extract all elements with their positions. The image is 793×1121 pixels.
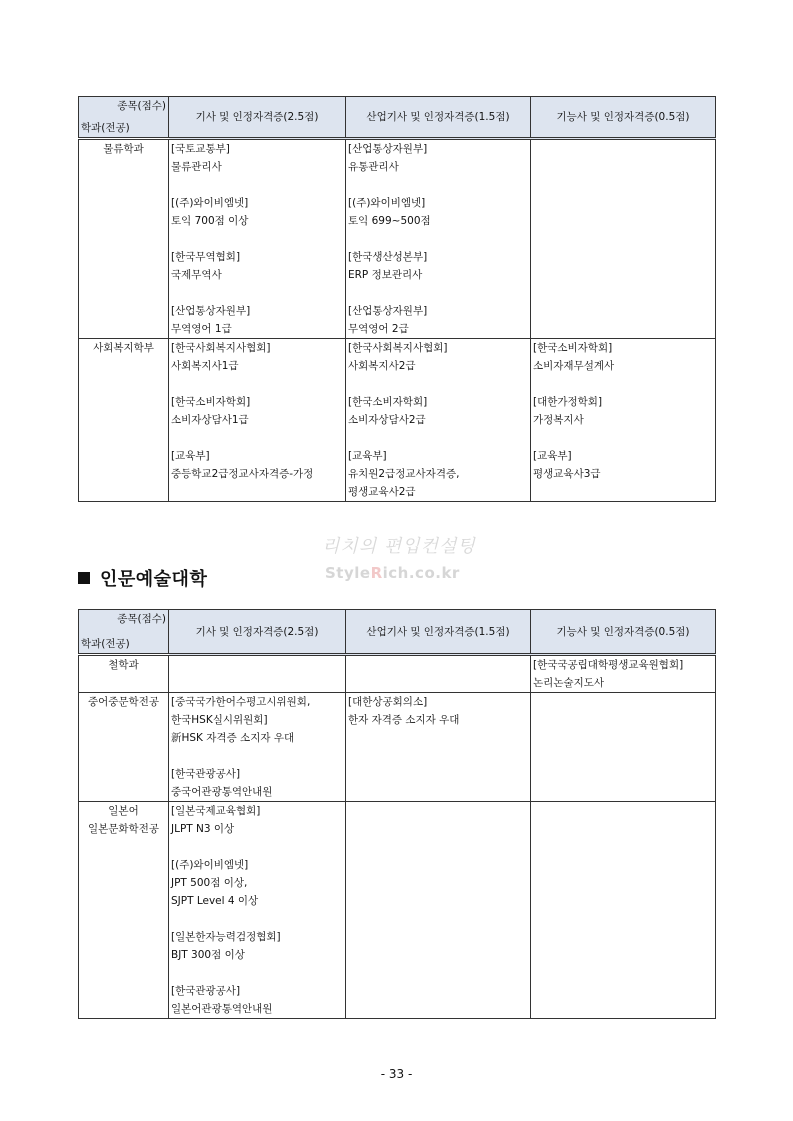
cell-line: 일본어관광통역안내원: [171, 1003, 273, 1015]
blank-line: [171, 176, 343, 194]
blank-line: [171, 375, 343, 393]
cell-line: 평생교육사2급: [348, 486, 416, 498]
cell-line: [대한상공회의소]: [348, 696, 428, 708]
blank-line: [171, 429, 343, 447]
cell-line: 중국어관광통역안내원: [171, 786, 273, 798]
corner-top-label: 종목(점수): [117, 613, 166, 625]
qualification-cell: [346, 655, 531, 693]
cell-line: 사회복지사2급: [348, 360, 416, 372]
corner-bottom-label: 학과(전공): [81, 638, 130, 650]
cell-line: [한국무역협회]: [171, 251, 241, 263]
cell-line: JLPT N3 이상: [171, 823, 235, 835]
page-number: - 33 -: [380, 1067, 413, 1081]
qualification-cell: [169, 802, 346, 1019]
cell-line: 사회복지사1급: [171, 360, 239, 372]
cell-line: [대한가정학회]: [533, 396, 603, 408]
department-cell: [79, 139, 169, 339]
cell-line: [한국국공립대학평생교육원협회]: [533, 659, 684, 671]
blank-line: [533, 429, 713, 447]
qualification-table-1: [78, 96, 716, 502]
cell-line: [(주)와이비엠넷]: [171, 197, 249, 209]
section-title: [78, 565, 207, 591]
cell-line: 무역영어 1급: [171, 323, 232, 335]
qualification-cell: [346, 802, 531, 1019]
cell-line: [교육부]: [533, 450, 572, 462]
qualification-cell: [346, 139, 531, 339]
blank-line: [171, 964, 343, 982]
table-header-row: [79, 97, 716, 139]
cell-line: 소비자재무설계사: [533, 360, 615, 372]
blank-line: [348, 429, 528, 447]
cell-line: [(주)와이비엠넷]: [171, 859, 249, 871]
cell-line: [한국소비자학회]: [348, 396, 428, 408]
department-cell: [79, 339, 169, 502]
cell-line: 사회복지학부: [93, 342, 154, 354]
qualification-cell: [346, 693, 531, 802]
qualification-cell: [169, 655, 346, 693]
section-title-text: 인문예술대학: [100, 569, 208, 590]
qualification-cell: [169, 139, 346, 339]
cell-line: 일본어: [108, 805, 139, 817]
cell-line: 소비자상담사2급: [348, 414, 426, 426]
cell-line: 무역영어 2급: [348, 323, 409, 335]
cell-line: [국토교통부]: [171, 143, 230, 155]
department-cell: [79, 802, 169, 1019]
cell-line: JPT 500점 이상,: [171, 877, 248, 889]
table-row: [79, 655, 716, 693]
cell-line: 한자 자격증 소지자 우대: [348, 714, 460, 726]
qualification-cell: [531, 139, 716, 339]
column-header-engineer: 기사 및 인정자격증(2.5점): [169, 610, 346, 655]
cell-line: 유통관리사: [348, 161, 399, 173]
table-row: [79, 139, 716, 339]
table-header-row: [79, 610, 716, 655]
qualification-cell: [531, 655, 716, 693]
corner-bottom-label: 학과(전공): [81, 122, 130, 134]
cell-line: [한국소비자학회]: [533, 342, 613, 354]
cell-line: 토익 700점 이상: [171, 215, 249, 227]
cell-line: 한국HSK실시위원회]: [171, 714, 268, 726]
corner-header-cell: [79, 97, 169, 139]
cell-line: [한국생산성본부]: [348, 251, 428, 263]
column-header-craftsman: 기능사 및 인정자격증(0.5점): [531, 610, 716, 655]
blank-line: [348, 230, 528, 248]
cell-line: [산업통상자원부]: [348, 305, 428, 317]
column-header-industrial-engineer: 산업기사 및 인정자격증(1.5점): [346, 610, 531, 655]
cell-line: 중등학교2급정교사자격증-가정: [171, 468, 314, 480]
blank-line: [348, 284, 528, 302]
cell-line: [한국사회복지사협회]: [348, 342, 448, 354]
qualification-cell: [169, 339, 346, 502]
column-header-engineer: 기사 및 인정자격증(2.5점): [169, 97, 346, 139]
blank-line: [348, 176, 528, 194]
watermark-korean: 리치의 편입컨설팅: [322, 536, 476, 557]
watermark-url: StyleRich.co.kr: [325, 564, 460, 582]
cell-line: [(주)와이비엠넷]: [348, 197, 426, 209]
cell-line: [중국국가한어수평고시위원회,: [171, 696, 311, 708]
cell-line: [교육부]: [348, 450, 387, 462]
cell-line: 가정복지사: [533, 414, 584, 426]
column-header-industrial-engineer: 산업기사 및 인정자격증(1.5점): [346, 97, 531, 139]
blank-line: [171, 230, 343, 248]
qualification-cell: [531, 339, 716, 502]
table-row: [79, 802, 716, 1019]
cell-line: [한국관광공사]: [171, 985, 241, 997]
square-bullet-icon: [78, 572, 90, 584]
qualification-table-2: [78, 609, 716, 1019]
qualification-cell: [531, 693, 716, 802]
cell-line: 철학과: [108, 659, 139, 671]
blank-line: [171, 838, 343, 856]
corner-header-cell: [79, 610, 169, 655]
cell-line: 물류학과: [103, 143, 144, 155]
cell-line: [한국사회복지사협회]: [171, 342, 271, 354]
cell-line: 토익 699~500점: [348, 215, 431, 227]
cell-line: ERP 정보관리사: [348, 269, 423, 281]
cell-line: 국제무역사: [171, 269, 222, 281]
qualification-cell: [169, 693, 346, 802]
table-row: [79, 339, 716, 502]
cell-line: [산업통상자원부]: [171, 305, 251, 317]
department-cell: [79, 655, 169, 693]
corner-top-label: 종목(점수): [117, 100, 166, 112]
department-cell: [79, 693, 169, 802]
cell-line: 평생교육사3급: [533, 468, 601, 480]
cell-line: SJPT Level 4 이상: [171, 895, 259, 907]
cell-line: 논리논술지도사: [533, 677, 605, 689]
blank-line: [348, 375, 528, 393]
cell-line: BJT 300점 이상: [171, 949, 245, 961]
qualification-cell: [531, 802, 716, 1019]
cell-line: [교육부]: [171, 450, 210, 462]
blank-line: [171, 747, 343, 765]
cell-line: 물류관리사: [171, 161, 222, 173]
cell-line: [한국관광공사]: [171, 768, 241, 780]
cell-line: [한국소비자학회]: [171, 396, 251, 408]
qualification-cell: [346, 339, 531, 502]
blank-line: [171, 910, 343, 928]
column-header-craftsman: 기능사 및 인정자격증(0.5점): [531, 97, 716, 139]
cell-line: 新HSK 자격증 소지자 우대: [171, 732, 295, 744]
cell-line: [일본한자능력검정협회]: [171, 931, 281, 943]
blank-line: [171, 284, 343, 302]
cell-line: [일본국제교육협회]: [171, 805, 261, 817]
cell-line: 일본문화학전공: [87, 823, 159, 835]
blank-line: [533, 375, 713, 393]
cell-line: 유치원2급정교사자격증,: [348, 468, 460, 480]
cell-line: 중어중문학전공: [87, 696, 159, 708]
cell-line: 소비자상담사1급: [171, 414, 249, 426]
table-row: [79, 693, 716, 802]
cell-line: [산업통상자원부]: [348, 143, 428, 155]
